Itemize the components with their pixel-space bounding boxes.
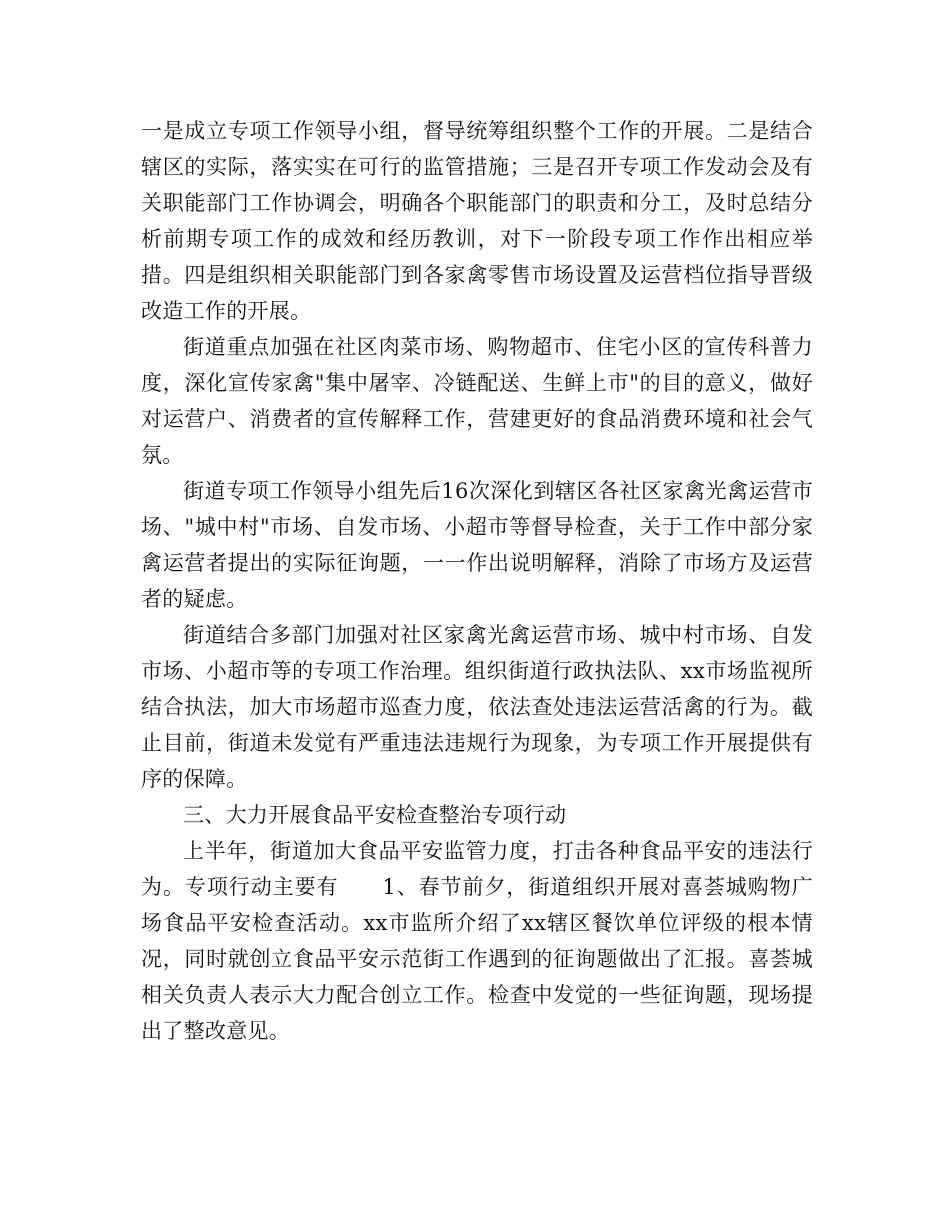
paragraph-2: 街道重点加强在社区肉菜市场、购物超市、住宅小区的宣传科普力度，深化宣传家禽"集中屠宰、冷链配送、生鲜上市"的目的意义，做好对运营户、消费者的宣传解释工作，营建更好的食品消费环境和社会气氛。: [141, 335, 813, 467]
paragraph-5: 上半年，街道加大食品平安监管力度，打击各种食品平安的违法行为。专项行动主要有 1、春节前夕，街道组织开展对喜荟城购物广场食品平安检查活动。xx市监所介绍了xx辖区餐饮单位评级的根本情况，同时就创立食品平安示范街工作遇到的征询题做出了汇报。喜荟城相关负责人表示大力配合创立工作。检查中发觉的一些征询题，现场提出了整改意见。: [141, 839, 813, 1043]
document-body: [141, 113, 813, 1049]
paragraph-1: 一是成立专项工作领导小组，督导统筹组织整个工作的开展。二是结合辖区的实际，落实实在可行的监管措施；三是召开专项工作发动会及有关职能部门工作协调会，明确各个职能部门的职责和分工，及时总结分析前期专项工作的成效和经历教训，对下一阶段专项工作作出相应举措。四是组织相关职能部门到各家禽零售市场设置及运营档位指导晋级改造工作的开展。: [141, 119, 813, 323]
section-heading: 三、大力开展食品平安检查整治专项行动: [183, 803, 567, 827]
paragraph-3: 街道专项工作领导小组先后16次深化到辖区各社区家禽光禽运营市场、"城中村"市场、自发市场、小超市等督导检查，关于工作中部分家禽运营者提出的实际征询题，一一作出说明解释，消除了市场方及运营者的疑虑。: [141, 479, 813, 611]
paragraph-4: 街道结合多部门加强对社区家禽光禽运营市场、城中村市场、自发市场、小超市等的专项工作治理。组织街道行政执法队、xx市场监视所结合执法，加大市场超市巡查力度，依法查处违法运营活禽的行为。截止目前，街道未发觉有严重违法违规行为现象，为专项工作开展提供有序的保障。: [141, 623, 813, 791]
